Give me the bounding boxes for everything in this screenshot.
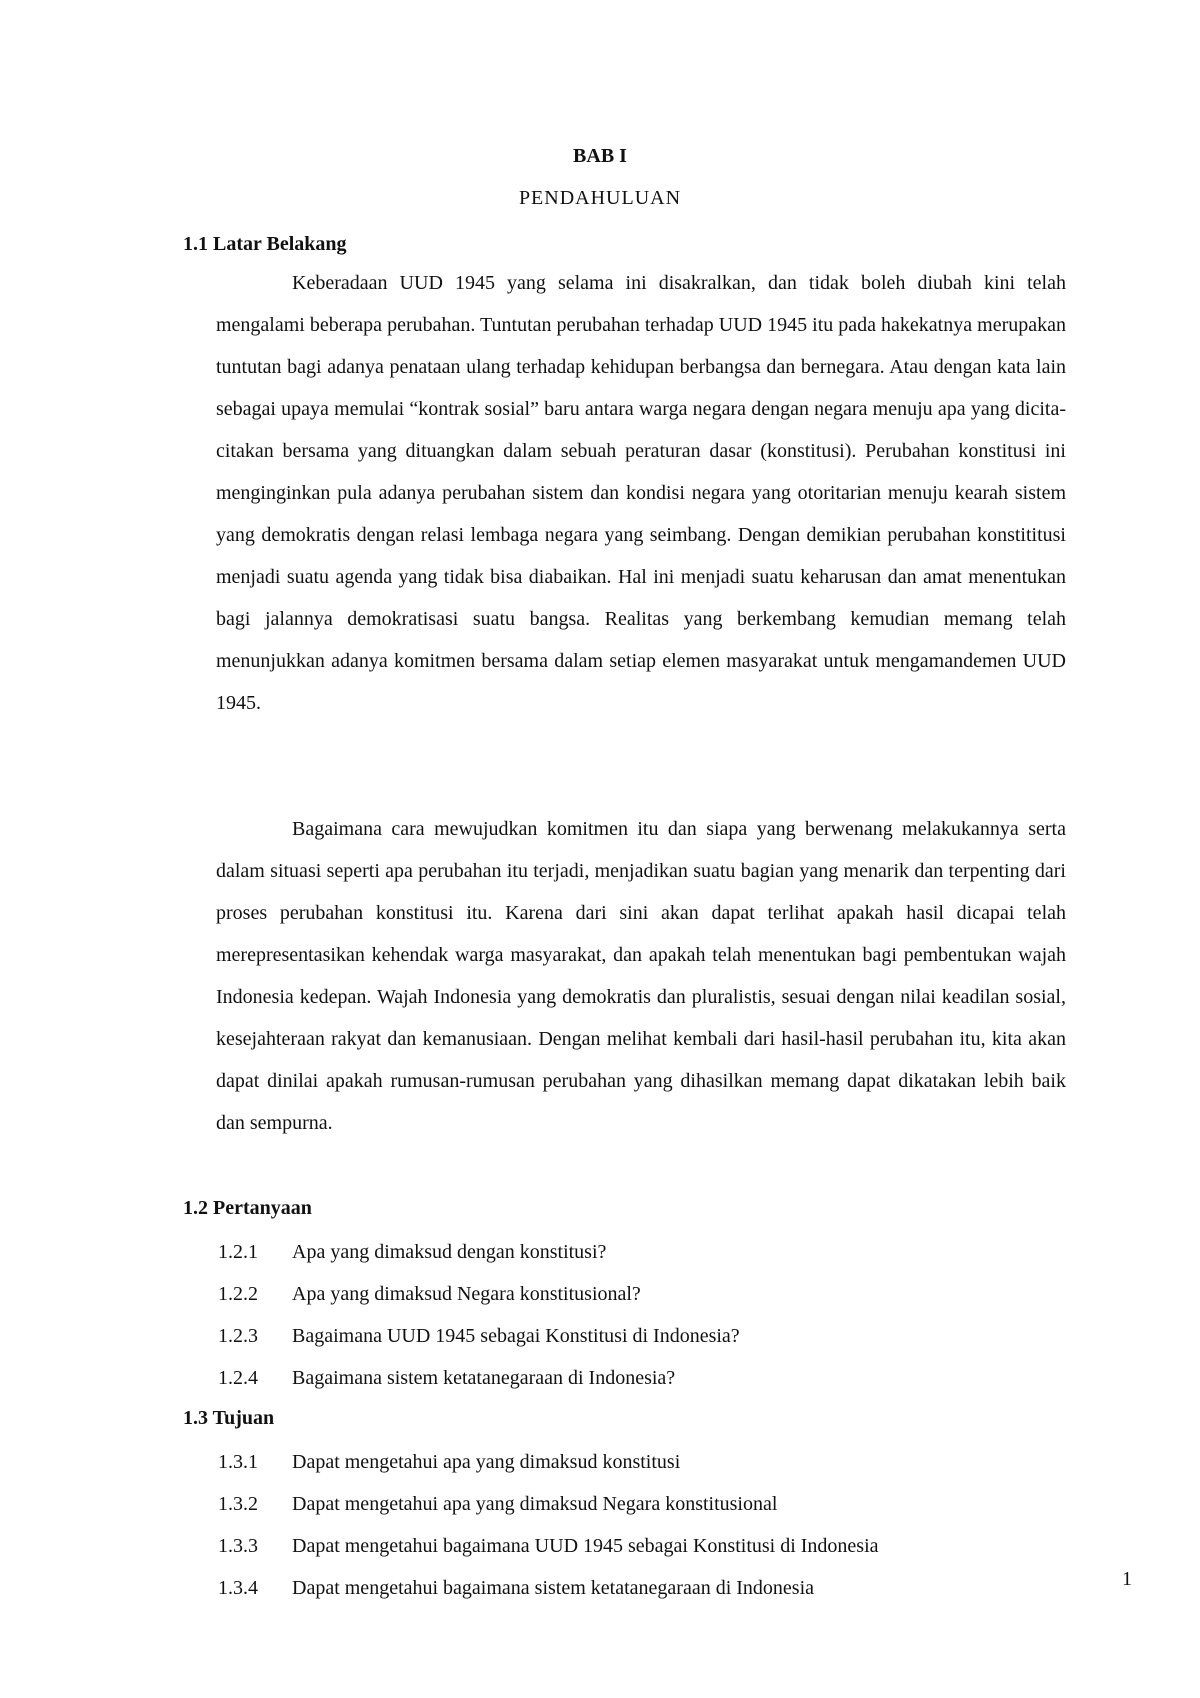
objective-list <box>218 1448 879 1616</box>
item-text: Bagaimana UUD 1945 sebagai Konstitusi di Indonesia? <box>292 1325 740 1347</box>
item-number: 1.3.1 <box>218 1451 258 1473</box>
list-item <box>218 1322 740 1364</box>
item-text: Dapat mengetahui apa yang dimaksud Negara konstitusional <box>292 1493 778 1515</box>
list-item <box>218 1490 879 1532</box>
list-item <box>218 1238 740 1280</box>
item-text: Dapat mengetahui apa yang dimaksud konstitusi <box>292 1451 681 1473</box>
chapter-title: PENDAHULUAN <box>518 187 682 209</box>
item-number: 1.3.2 <box>218 1493 258 1515</box>
page-number: 1 <box>1122 1568 1132 1590</box>
item-text: Bagaimana sistem ketatanegaraan di Indonesia? <box>292 1367 676 1389</box>
list-item <box>218 1574 879 1616</box>
section-heading-latar-belakang: 1.1 Latar Belakang <box>183 233 347 255</box>
item-number: 1.2.1 <box>218 1241 258 1263</box>
list-item <box>218 1532 879 1574</box>
item-number: 1.2.2 <box>218 1283 258 1305</box>
section-heading-pertanyaan: 1.2 Pertanyaan <box>183 1197 312 1219</box>
item-number: 1.3.3 <box>218 1535 258 1557</box>
item-text: Dapat mengetahui bagaimana sistem ketatanegaraan di Indonesia <box>292 1577 815 1599</box>
section-heading-tujuan: 1.3 Tujuan <box>183 1407 275 1429</box>
list-item <box>218 1280 740 1322</box>
chapter-number: BAB I <box>573 145 627 167</box>
list-item <box>218 1364 740 1406</box>
item-number: 1.2.3 <box>218 1325 258 1347</box>
question-list <box>218 1238 740 1406</box>
list-item <box>218 1448 879 1490</box>
item-number: 1.2.4 <box>218 1367 258 1389</box>
item-text: Apa yang dimaksud Negara konstitusional? <box>292 1283 641 1305</box>
paragraph-1: Keberadaan UUD 1945 yang selama ini disakralkan, dan tidak boleh diubah kini telah mengalami beberapa perubahan. Tuntutan perubahan terhadap UUD 1945 itu pada hakekatnya merupakan tuntutan bagi adanya penataan ulang terhadap kehidupan berbangsa dan bernegara. Atau dengan kata lain sebagai upaya memulai “kontrak sosial” baru antara warga negara dengan negara menuju apa yang dicita-citakan bersama yang dituangkan dalam sebuah peraturan dasar (konstitusi). Perubahan konstitusi ini menginginkan pula adanya perubahan sistem dan kondisi negara yang otoritarian menuju kearah sistem yang demokratis dengan relasi lembaga negara yang seimbang. Dengan demikian perubahan konstititusi menjadi suatu agenda yang tidak bisa diabaikan. Hal ini menjadi suatu keharusan dan amat menentukan bagi jalannya demokratisasi suatu bangsa. Realitas yang berkembang kemudian memang telah menunjukkan adanya komitmen bersama dalam setiap elemen masyarakat untuk mengamandemen UUD 1945. <box>216 272 1066 714</box>
paragraph-2: Bagaimana cara mewujudkan komitmen itu dan siapa yang berwenang melakukannya serta dalam situasi seperti apa perubahan itu terjadi, menjadikan suatu bagian yang menarik dan terpenting dari proses perubahan konstitusi itu. Karena dari sini akan dapat terlihat apakah hasil dicapai telah merepresentasikan kehendak warga masyarakat, dan apakah telah menentukan bagi pembentukan wajah Indonesia kedepan. Wajah Indonesia yang demokratis dan pluralistis, sesuai dengan nilai keadilan sosial, kesejahteraan rakyat dan kemanusiaan. Dengan melihat kembali dari hasil-hasil perubahan itu, kita akan dapat dinilai apakah rumusan-rumusan perubahan yang dihasilkan memang dapat dikatakan lebih baik dan sempurna. <box>216 818 1066 1134</box>
item-number: 1.3.4 <box>218 1577 258 1599</box>
item-text: Apa yang dimaksud dengan konstitusi? <box>292 1241 607 1263</box>
item-text: Dapat mengetahui bagaimana UUD 1945 sebagai Konstitusi di Indonesia <box>292 1535 879 1557</box>
